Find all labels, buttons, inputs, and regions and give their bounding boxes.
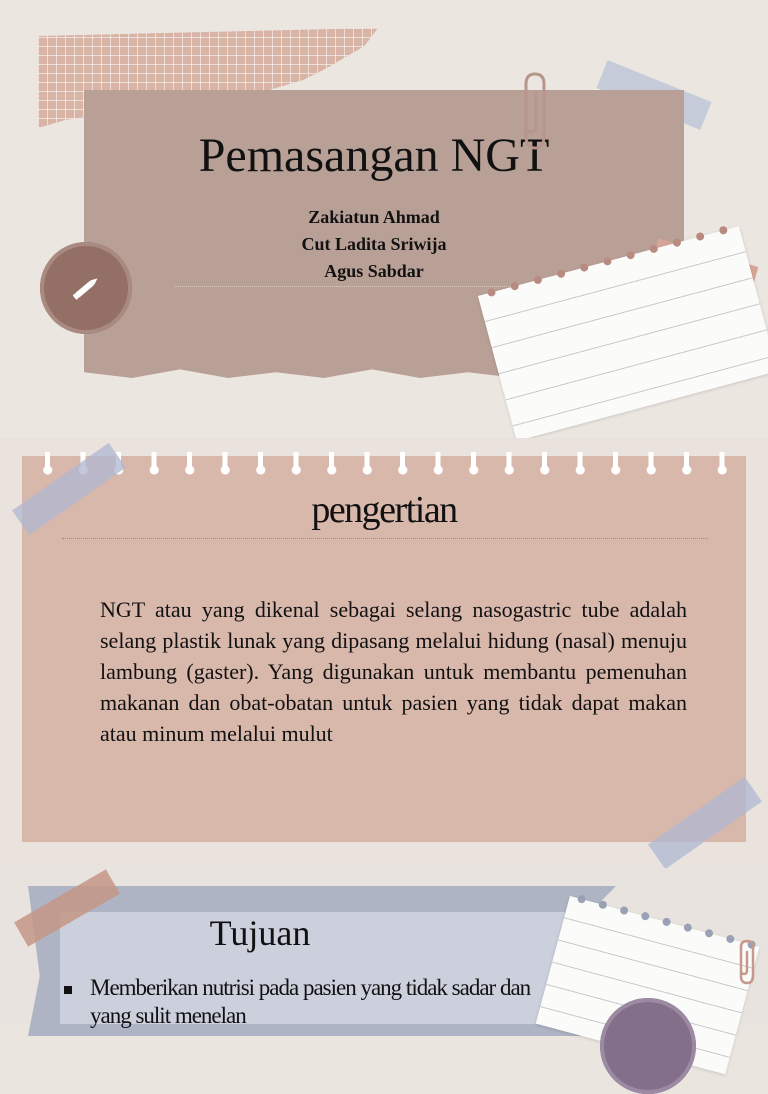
paperclip-icon [518,70,552,154]
paperclip-icon [736,938,758,986]
list-item [64,974,544,1030]
binder-holes-decoration [30,458,740,482]
divider [62,538,708,539]
presentation-title: Pemasangan NGT [198,129,550,182]
author-name: Zakiatun Ahmad [308,207,440,227]
bullet-icon [64,986,72,994]
author-name: Agus Sabdar [324,261,424,281]
definition-text: NGT atau yang dikenal sebagai selang nasogastric tube adalah selang plastik lunak yang dipasang melalui hidung (nasal) menuju lambung (gaster). Yang digunakan untuk membantu pemenuhan makanan dan obat-obatan untuk pasien yang tidak dapat makan atau minum melalui mulut [100,597,687,746]
author-name: Cut Ladita Sriwija [301,234,447,254]
list-item-text: Memberikan nutrisi pada pasien yang tidak sadar dan yang sulit menelan [90,975,531,1028]
pencil-icon [68,270,104,306]
pencil-badge [40,242,132,334]
section-heading: pengertian [311,489,457,531]
section-heading: Tujuan [209,913,311,953]
decorative-circle [600,998,696,1094]
